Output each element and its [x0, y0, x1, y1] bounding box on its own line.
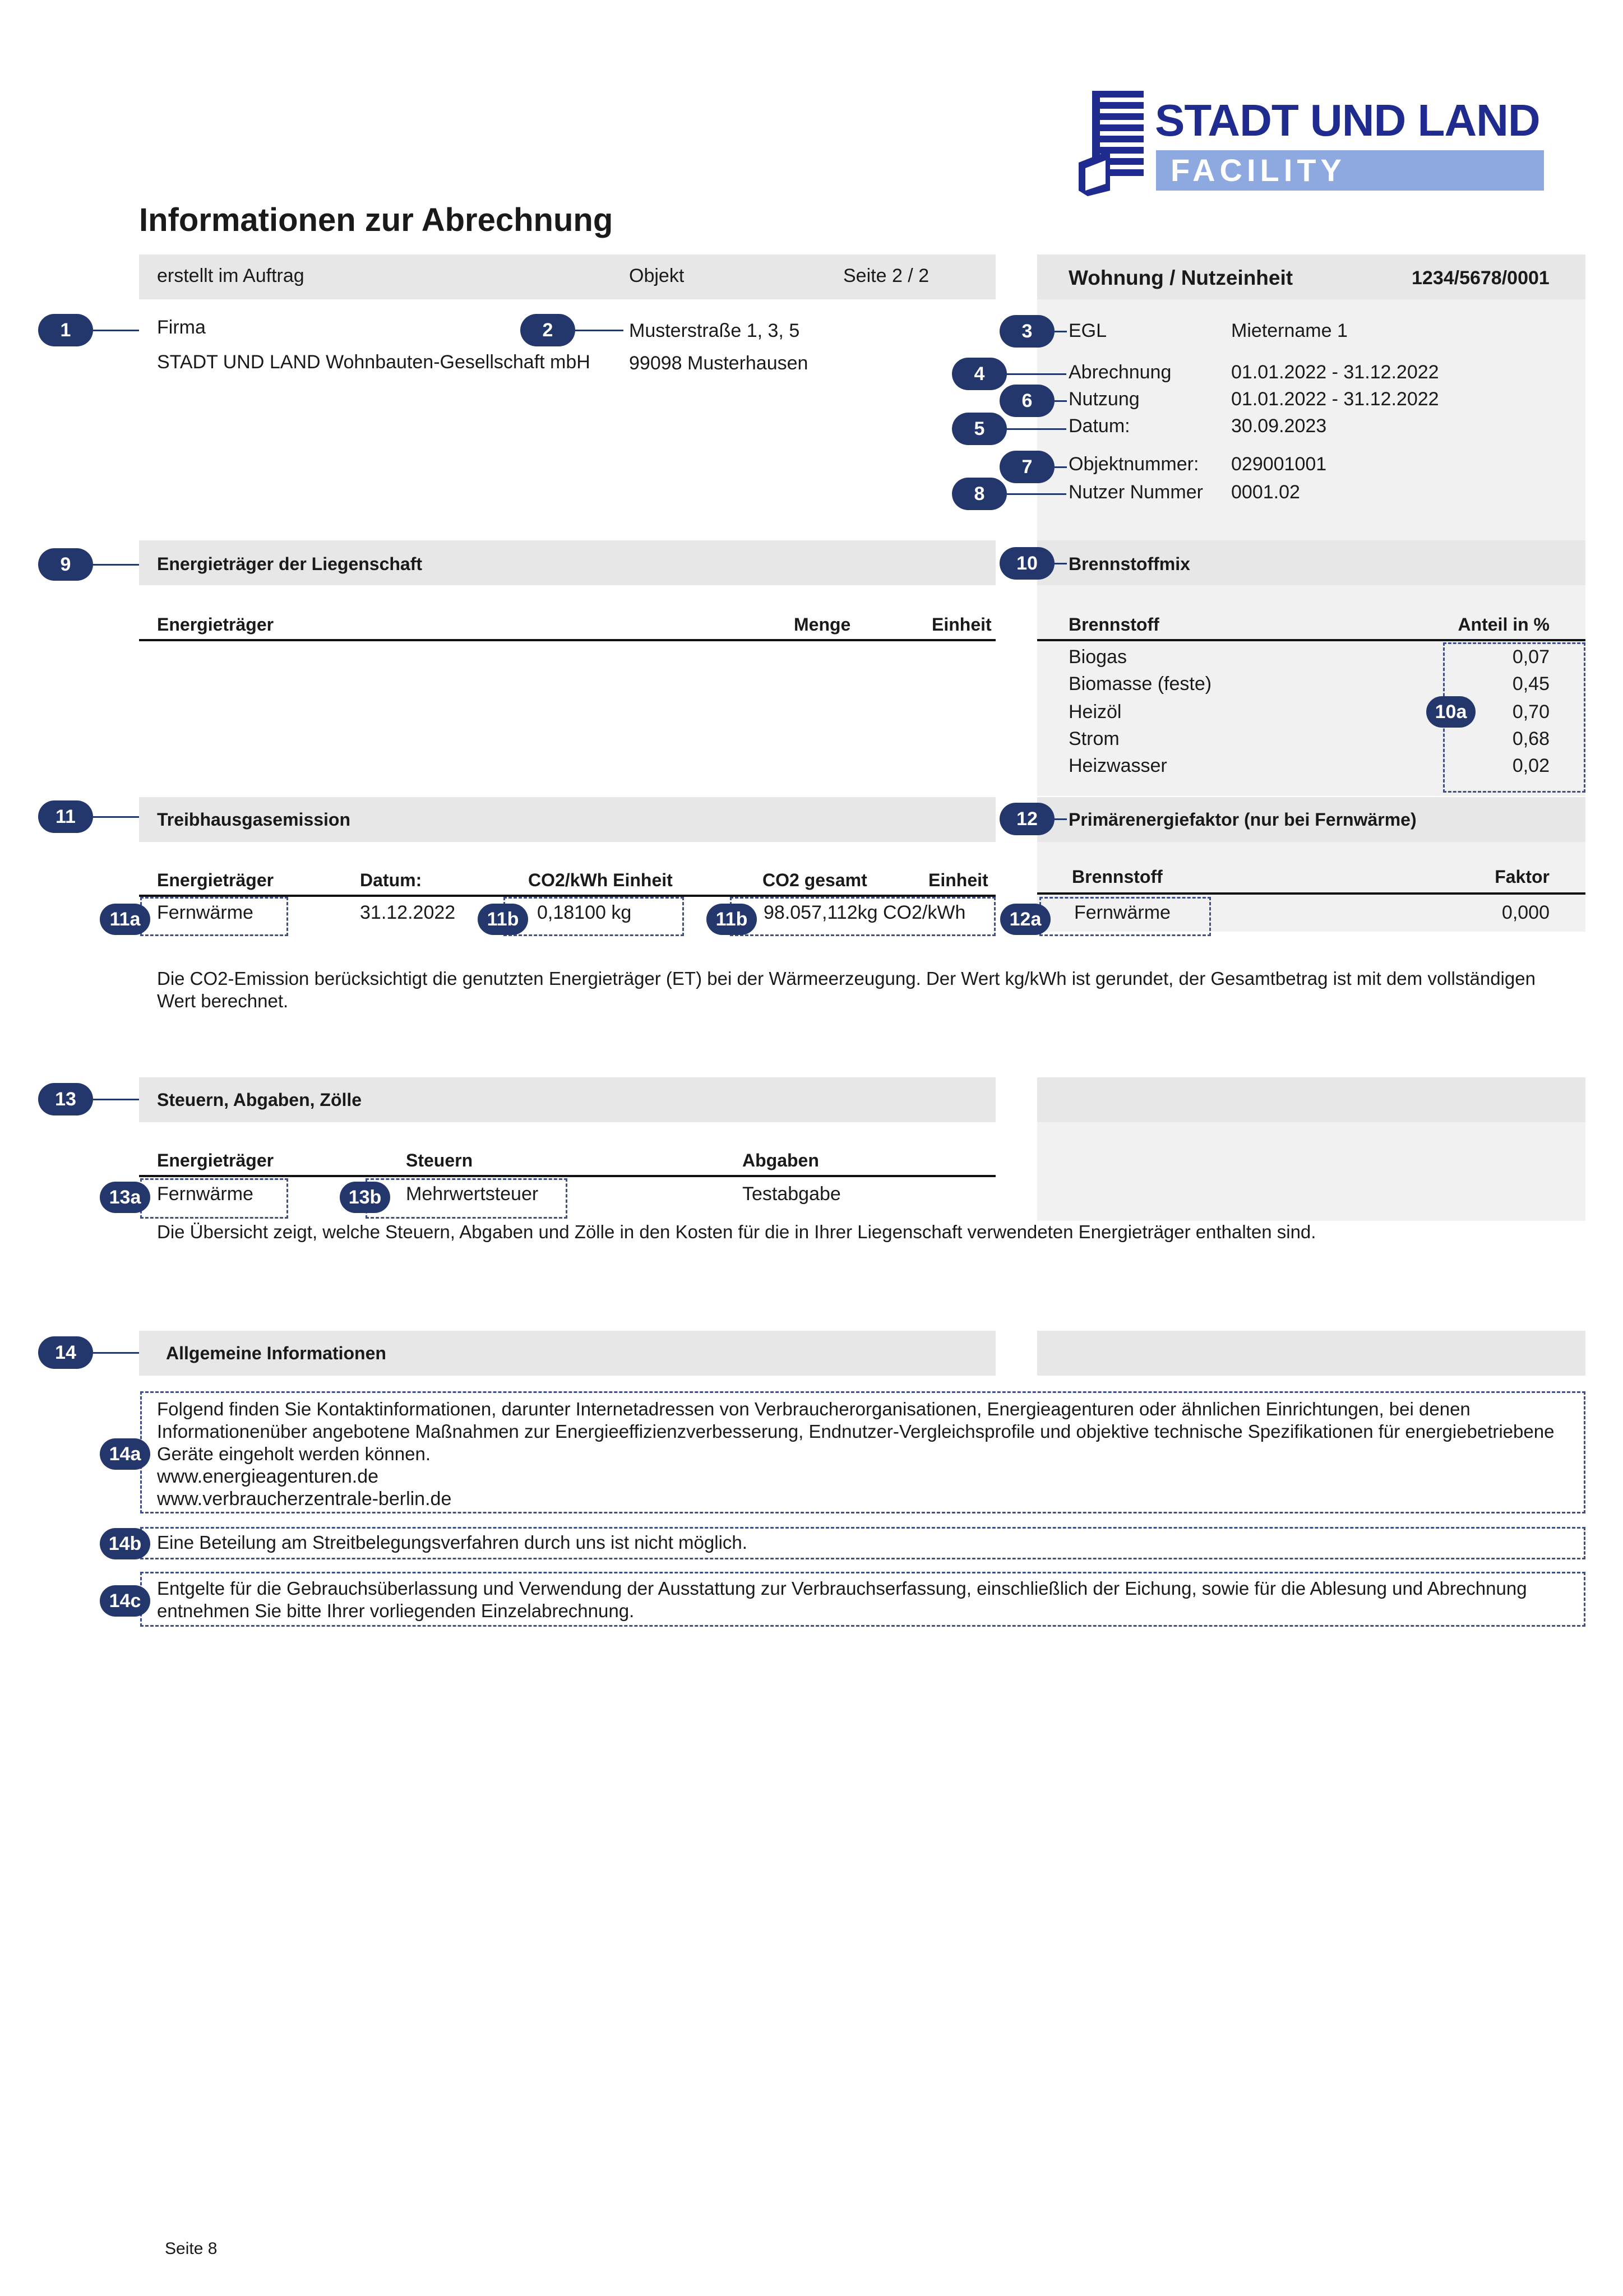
logo-text-secondary: FACILITY: [1171, 152, 1346, 188]
badge-6-line: [1055, 400, 1067, 402]
abrechnung-value: 01.01.2022 - 31.12.2022: [1231, 362, 1439, 383]
treibhaus-row-datum: 31.12.2022: [360, 902, 456, 923]
badge-7-line: [1055, 466, 1067, 468]
brennstoff-col-anteil: Anteil in %: [1458, 614, 1550, 635]
badge-12a: 12a: [1000, 904, 1051, 935]
datum-value: 30.09.2023: [1231, 415, 1327, 437]
treibhaus-title: Treibhausgasemission: [157, 809, 351, 830]
steuern-steuern-highlight: [366, 1178, 567, 1219]
objektnummer-label: Objektnummer:: [1069, 453, 1199, 475]
badge-1-line: [93, 330, 139, 331]
badge-14: 14: [38, 1336, 93, 1369]
badge-11b: 11b: [706, 904, 757, 935]
address-street: Musterstraße 1, 3, 5: [629, 320, 800, 341]
page-title: Informationen zur Abrechnung: [139, 202, 613, 238]
primaer-header-rule: [1037, 892, 1585, 895]
badge-10a: 10a: [1426, 696, 1476, 728]
badge-4: 4: [952, 358, 1007, 390]
logo-text-primary: STADT UND LAND: [1155, 95, 1540, 145]
badge-5: 5: [952, 413, 1007, 445]
badge-2-line: [575, 330, 623, 331]
nutzung-value: 01.01.2022 - 31.12.2022: [1231, 388, 1439, 410]
steuern-header-rule: [139, 1175, 996, 1177]
abrechnung-label: Abrechnung: [1069, 362, 1172, 383]
brennstoff-row-name: Heizwasser: [1069, 755, 1167, 776]
badge-9-line: [93, 564, 139, 566]
steuern-row-steuern: Mehrwertsteuer: [406, 1183, 539, 1205]
badge-14a: 14a: [100, 1438, 150, 1470]
brennstoff-row-value: 0,07: [1512, 646, 1550, 668]
badge-14-line: [93, 1352, 139, 1354]
badge-3-line: [1055, 331, 1067, 332]
treibhaus-col-co2ges: CO2 gesamt: [762, 870, 867, 890]
allgemein-p1: Folgend finden Sie Kontaktinformationen, darunter Internetadressen von Verbraucherorganisationen, Energieagenturen oder ähnlichen Einrichtungen, bei denen Informationenüber angebotene Maßnahmen zur Energieeffizienzverbesserung, Endnutzer-Vergleichsprofile und objektive technische Spezifikationen für energiebetriebene Geräte eingeholt werden können.: [157, 1399, 1555, 1464]
treibhaus-et-highlight: [140, 897, 288, 936]
objektnummer-value: 029001001: [1231, 453, 1327, 475]
brennstoff-header-rule: [1037, 639, 1585, 641]
badge-8: 8: [952, 478, 1007, 510]
badge-10-line: [1055, 563, 1067, 564]
datum-label: Datum:: [1069, 415, 1130, 437]
treibhaus-row-et: Fernwärme: [157, 902, 253, 923]
steuern-title: Steuern, Abgaben, Zölle: [157, 1090, 362, 1110]
badge-13b: 13b: [340, 1182, 390, 1213]
energie-header-rule: [139, 639, 996, 641]
energie-col-einheit: Einheit: [932, 614, 992, 635]
treibhaus-co2kwh-highlight: [503, 897, 684, 936]
badge-13: 13: [38, 1083, 93, 1115]
brennstoff-row-value: 0,70: [1512, 701, 1550, 723]
brennstoff-row-value: 0,02: [1512, 755, 1550, 776]
allgemein-p3: Entgelte für die Gebrauchsüberlassung und Verwendung der Ausstattung zur Verbrauchserfassung, einschließlich der Eichung, sowie für die Ablesung und Abrechnung entnehmen Sie bitte Ihrer vorliegenden Einzelabrechnung.: [157, 1578, 1527, 1621]
energie-col-et: Energieträger: [157, 614, 274, 635]
header-objekt: Objekt: [629, 265, 685, 286]
badge-14b: 14b: [100, 1528, 150, 1559]
treibhaus-col-einheit: Einheit: [928, 870, 988, 890]
brennstoffmix-title: Brennstoffmix: [1069, 554, 1190, 574]
logo-text-secondary-bar: [1156, 150, 1544, 191]
header-wohnung: Wohnung / Nutzeinheit: [1069, 266, 1293, 289]
brennstoff-row-value: 0,68: [1512, 728, 1550, 749]
badge-14c: 14c: [100, 1585, 150, 1617]
brennstoff-row-value: 0,45: [1512, 673, 1550, 695]
allgemein-p2: Eine Beteilung am Streitbelegungsverfahren durch uns ist nicht möglich.: [157, 1532, 747, 1553]
steuern-et-highlight: [140, 1178, 288, 1219]
badge-7: 7: [1000, 451, 1055, 483]
badge-5-line: [1007, 428, 1066, 430]
brennstoff-col-name: Brennstoff: [1069, 614, 1159, 635]
egl-label: EGL: [1069, 320, 1107, 341]
steuern-col-steuern: Steuern: [406, 1150, 473, 1170]
primaer-row-highlight: [1039, 897, 1211, 936]
steuern-header-bar-right: [1037, 1077, 1585, 1122]
treibhaus-note: Die CO2-Emission berücksichtigt die genutzten Energieträger (ET) bei der Wärmeerzeugung. Der Wert kg/kWh ist gerundet, der Gesamtbetrag ist mit dem vollständigen Wert berechnet.: [157, 968, 1536, 1011]
badge-3: 3: [1000, 315, 1055, 348]
primaer-col-faktor: Faktor: [1495, 867, 1550, 887]
nutzer-label: Nutzer Nummer: [1069, 482, 1203, 503]
badge-11a: 11a: [100, 904, 150, 935]
treibhaus-col-co2kwh: CO2/kWh Einheit: [528, 870, 673, 890]
footer-page-number: Seite 8: [165, 2239, 218, 2258]
badge-2: 2: [520, 314, 575, 346]
treibhaus-co2ges-highlight: [730, 897, 996, 936]
header-page: Seite 2 / 2: [843, 265, 930, 286]
treibhaus-col-et: Energieträger: [157, 870, 274, 890]
badge-11: 11: [38, 800, 93, 833]
badge-10: 10: [1000, 547, 1055, 580]
primaer-title: Primärenergiefaktor (nur bei Fernwärme): [1069, 809, 1417, 830]
firm-name: STADT UND LAND Wohnbauten-Gesellschaft mbH: [157, 351, 590, 373]
egl-value: Mietername 1: [1231, 320, 1348, 341]
brennstoff-row-name: Biogas: [1069, 646, 1127, 668]
allgemein-link-2[interactable]: www.verbraucherzentrale-berlin.de: [157, 1488, 452, 1510]
badge-13a: 13a: [100, 1182, 150, 1213]
steuern-row-et: Fernwärme: [157, 1183, 253, 1205]
nutzer-value: 0001.02: [1231, 482, 1300, 503]
brennstoff-row-name: Strom: [1069, 728, 1120, 749]
treibhaus-row-co2kwh: 0,18100 kg: [537, 902, 632, 923]
building-logo-icon: [1076, 84, 1149, 196]
steuern-panel-right: [1037, 1122, 1585, 1221]
steuern-row-abgaben: Testabgabe: [742, 1183, 841, 1205]
brennstoff-row-name: Heizöl: [1069, 701, 1122, 723]
badge-12: 12: [1000, 803, 1055, 835]
treibhaus-row-co2ges: 98.057,112kg CO2/kWh: [764, 902, 966, 923]
badge-11-line: [93, 816, 139, 818]
steuern-col-abgaben: Abgaben: [742, 1150, 819, 1170]
badge-13-line: [93, 1099, 139, 1100]
badge-12-line: [1055, 818, 1067, 820]
treibhaus-col-datum: Datum:: [360, 870, 422, 890]
nutzung-label: Nutzung: [1069, 388, 1140, 410]
allgemein-title: Allgemeine Informationen: [166, 1343, 386, 1363]
logo: [1076, 84, 1547, 196]
header-wohnung-id: 1234/5678/0001: [1412, 267, 1550, 289]
badge-6: 6: [1000, 385, 1055, 417]
energie-title: Energieträger der Liegenschaft: [157, 554, 423, 574]
steuern-note: Die Übersicht zeigt, welche Steuern, Abgaben und Zölle in den Kosten für die in Ihrer Liegenschaft verwendeten Energieträger enthalten sind.: [157, 1221, 1316, 1242]
allgemein-link-1[interactable]: www.energieagenturen.de: [157, 1466, 379, 1487]
steuern-col-et: Energieträger: [157, 1150, 274, 1170]
primaer-row-value: 0,000: [1501, 902, 1550, 923]
badge-9: 9: [38, 548, 93, 581]
badge-8-line: [1007, 493, 1066, 495]
header-erstellt: erstellt im Auftrag: [157, 265, 304, 286]
badge-4-line: [1007, 373, 1066, 375]
primaer-row-name: Fernwärme: [1074, 902, 1171, 923]
primaer-col-brennstoff: Brennstoff: [1072, 867, 1163, 887]
brennstoff-row-name: Biomasse (feste): [1069, 673, 1212, 695]
allgemein-header-bar-right: [1037, 1331, 1585, 1376]
badge-11b: 11b: [478, 904, 528, 935]
firm-label: Firma: [157, 317, 206, 338]
badge-1: 1: [38, 314, 93, 346]
energie-col-menge: Menge: [794, 614, 851, 635]
address-city: 99098 Musterhausen: [629, 353, 808, 374]
